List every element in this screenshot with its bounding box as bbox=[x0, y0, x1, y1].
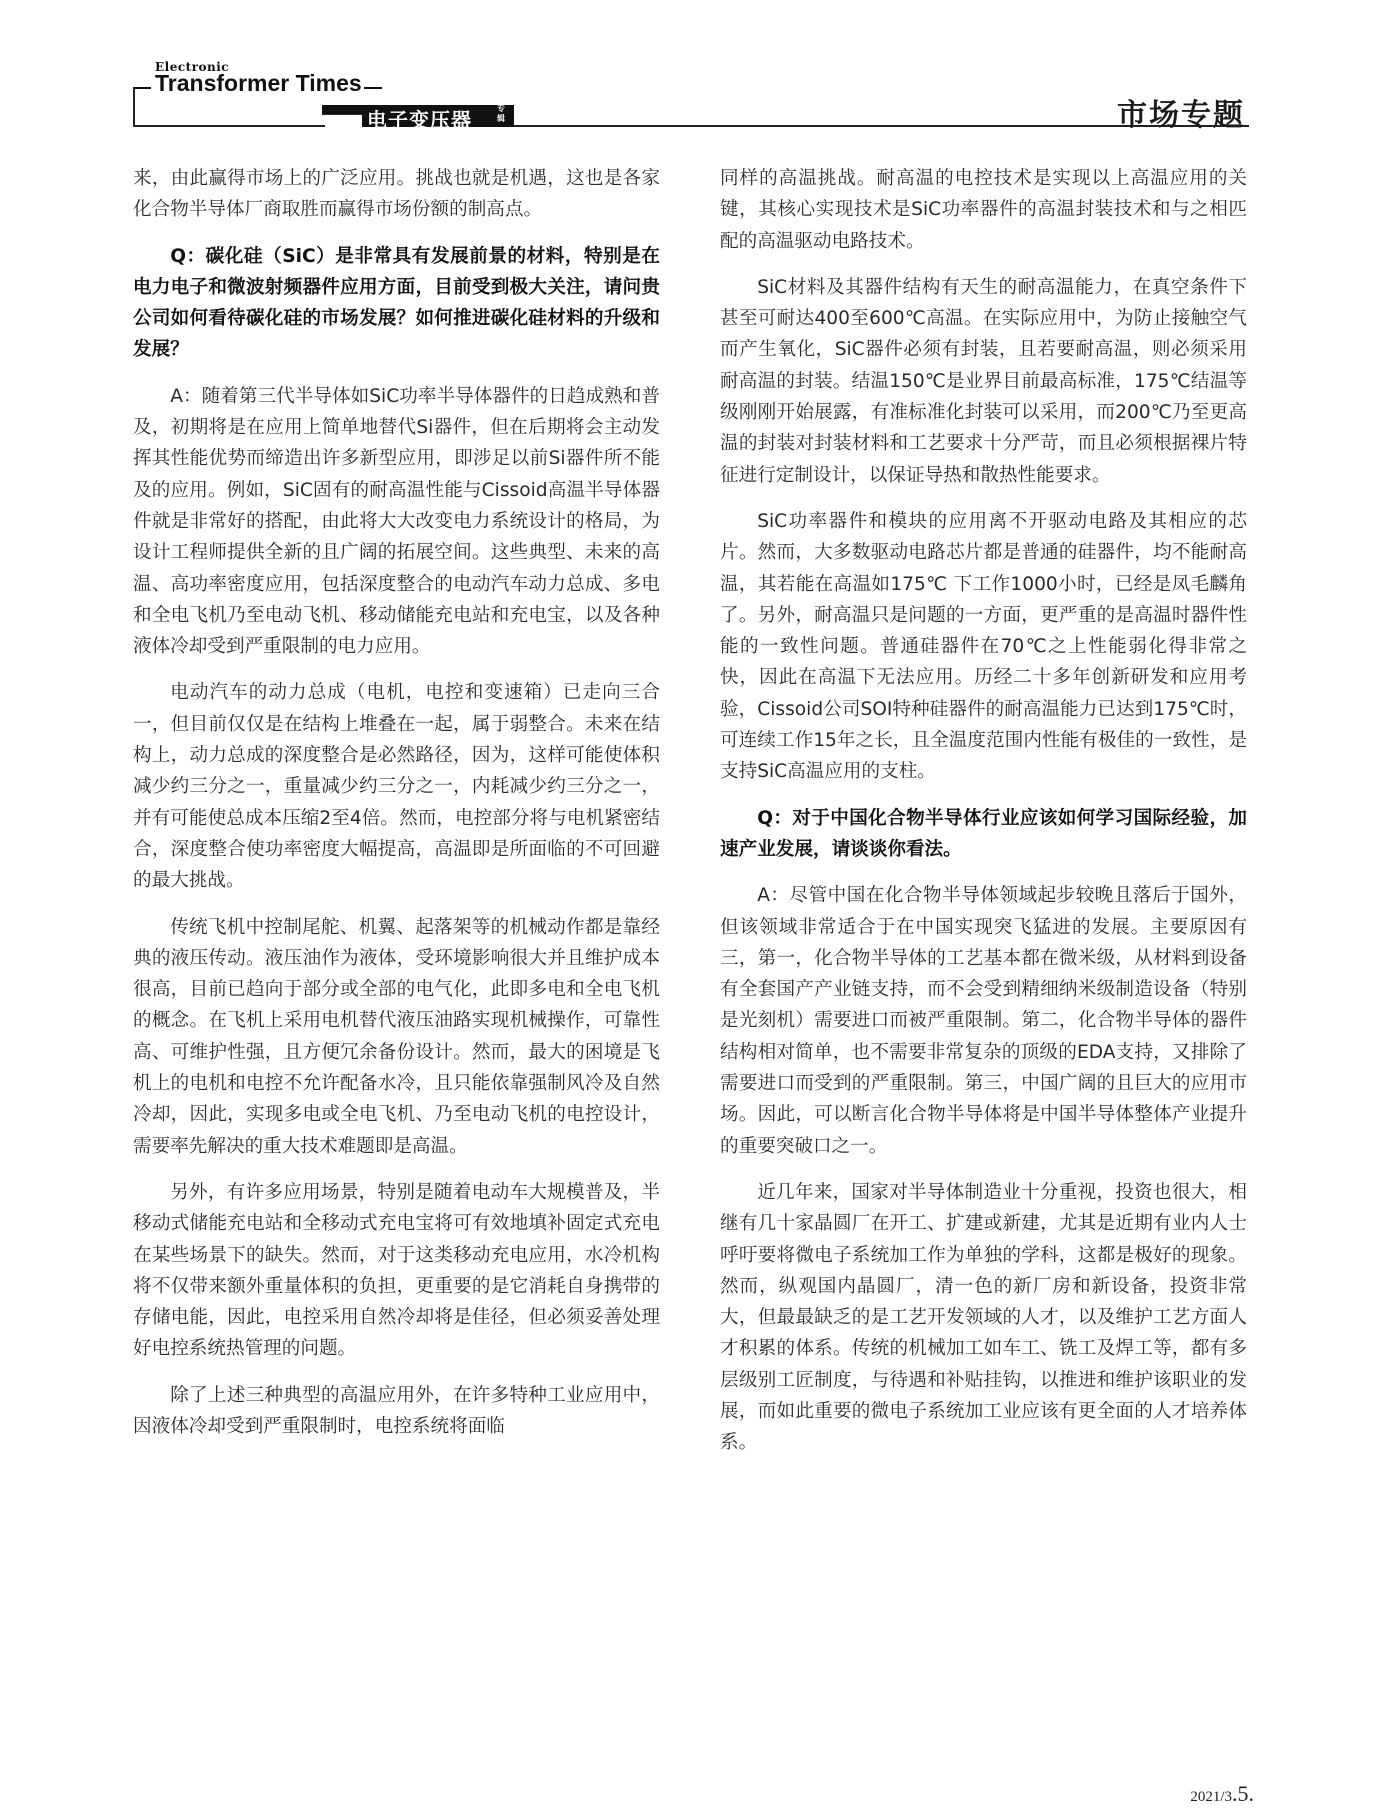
section-title: 市场专题 bbox=[1117, 98, 1245, 133]
paragraph: SiC材料及其器件结构有天生的耐高温能力，在真空条件下甚至可耐达400至600℃高温。在实际应用中，为防止接触空气而产生氧化，SiC器件必须有封装，且若要耐高温，则必须采用耐高温的封装。结温150℃是业界目前最高标准，175℃结温等级刚刚开始展露，有准标准化封装可以采用，而200℃乃至更高温的封装对封装材料和工艺要求十分严苛，而且必须根据裸片特征进行定制设计，以保证导热和散热性能要求。 bbox=[720, 276, 1247, 486]
magazine-cn-title: 电子变压器 bbox=[367, 108, 472, 132]
logo-subtitle: Electronic bbox=[155, 60, 230, 74]
header-rule-left bbox=[133, 125, 325, 127]
page-header bbox=[0, 0, 1380, 140]
paragraph: 近几年来，国家对半导体制造业十分重视，投资也很大，相继有几十家晶圆厂在开工、扩建或新建，尤其是近期有业内人士呼吁要将微电子系统加工作为单独的学科，这都是极好的现象。然而，纵观国内晶圆厂，清一色的新厂房和新设备，投资非常大，但最最缺乏的是工艺开发领域的人才，以及维护工艺方面人才积累的体系。传统的机械加工如车工、铣工及焊工等，都有多层级别工匠制度，与待遇和补贴挂钩，以推进和维护该职业的发展，而如此重要的微电子系统加工业应该有更全面的人才培养体系。 bbox=[720, 1181, 1247, 1454]
paragraph: A：尽管中国在化合物半导体领域起步较晚且落后于国外，但该领域非常适合于在中国实现突飞猛进的发展。主要原因有三，第一，化合物半导体的工艺基本都在微米级，从材料到设备有全套国产产业链支持，而不会受到精细纳米级制造设备（特别是光刻机）需要进口而被严重限制。第二，化合物半导体的器件结构相对简单，也不需要非常复杂的顶级的EDA支持，又排除了需要进口而受到的严重限制。第三，中国广阔的且巨大的应用市场。因此，可以断言化合物半导体将是中国半导体整体产业提升的重要突破口之一。 bbox=[720, 885, 1247, 1157]
paragraph: 传统飞机中控制尾舵、机翼、起落架等的机械动作都是靠经典的液压传动。液压油作为液体，受环境影响很大并且维护成本很高，目前已趋向于部分或全部的电气化，此即多电和全电飞机的概念。在飞机上采用电机替代液压油路实现机械操作，可靠性高、可维护性强，且方便冗余备份设计。然而，最大的困境是飞机上的电机和电控不允许配备水冷，且只能依靠强制风冷及自然冷却，因此，实现多电或全电飞机、乃至电动飞机的电控设计，需要率先解决的重大技术难题即是高温。 bbox=[133, 916, 660, 1157]
paragraph: 同样的高温挑战。耐高温的电控技术是实现以上高温应用的关键，其核心实现技术是SiC功率器件的高温封装技术和与之相匹配的高温驱动电路技术。 bbox=[720, 168, 1247, 252]
paragraph: 电动汽车的动力总成（电机，电控和变速箱）已走向三合一，但目前仅仅是在结构上堆叠在一起，属于弱整合。未来在结构上，动力总成的深度整合是必然路径，因为，这样可能使体积减少约三分之一，重量减少约三分之一，内耗减少约三分之一，并有可能使总成本压缩2至4倍。然而，电控部分将与电机紧密结合，深度整合使功率密度大幅提高，高温即是所面临的不可回避的最大挑战。 bbox=[133, 682, 660, 892]
logo-title: Transformer Times bbox=[155, 70, 362, 96]
issue-number: 2021/3 bbox=[1190, 1789, 1232, 1805]
page-footer bbox=[1190, 1781, 1254, 1807]
magazine-cn-subtitle: 专辑 bbox=[497, 104, 505, 123]
left-column bbox=[133, 163, 660, 1457]
page-number: .5. bbox=[1232, 1781, 1254, 1806]
paragraph: 另外，有许多应用场景，特别是随着电动车大规模普及，半移动式储能充电站和全移动式充电宝将可有效地填补固定式充电在某些场景下的缺失。然而，对于这类移动充电应用，水冷机构将不仅带来额外重量体积的负担，更重要的是它消耗自身携带的存储电能，因此，电控采用自然冷却将是佳径，但必须妥善处理好电控系统热管理的问题。 bbox=[133, 1181, 660, 1360]
right-column bbox=[720, 163, 1247, 1474]
logo-dash-right bbox=[364, 87, 382, 89]
question-heading: Q：对于中国化合物半导体行业应该如何学习国际经验，加速产业发展，请谈谈你看法。 bbox=[720, 807, 1247, 860]
question-heading: Q：碳化硅（SiC）是非常具有发展前景的材料，特别是在电力电子和微波射频器件应用方面，目前受到极大关注，请问贵公司如何看待碳化硅的市场发展？如何推进碳化硅材料的升级和发展？ bbox=[133, 245, 660, 361]
logo-dash-left bbox=[135, 87, 151, 89]
paragraph: 来，由此赢得市场上的广泛应用。挑战也就是机遇，这也是各家化合物半导体厂商取胜而赢得市场份额的制高点。 bbox=[133, 168, 660, 221]
paragraph: A：随着第三代半导体如SiC功率半导体器件的日趋成熟和普及，初期将是在应用上简单地替代Si器件，但在后期将会主动发挥其性能优势而缔造出许多新型应用，即涉足以前Si器件所不能及的应用。例如，SiC固有的耐高温性能与Cissoid高温半导体器件就是非常好的搭配，由此将大大改变电力系统设计的格局，为设计工程师提供全新的且广阔的拓展空间。这些典型、未来的高温、高功率密度应用，包括深度整合的电动汽车动力总成、多电和全电飞机乃至电动飞机、移动储能充电站和充电宝，以及各种液体冷却受到严重限制的电力应用。 bbox=[133, 385, 660, 658]
header-rule-vertical bbox=[133, 87, 135, 127]
paragraph: SiC功率器件和模块的应用离不开驱动电路及其相应的芯片。然而，大多数驱动电路芯片都是普通的硅器件，均不能耐高温，其若能在高温如175℃ 下工作1000小时，已经是凤毛麟角了。另外，耐高温只是问题的一方面，更严重的是高温时器件性能的一致性问题。普通硅器件在70℃之上性能弱化得非常之快，因此在高温下无法应用。历经二十多年创新研发和应用考验，Cissoid公司SOI特种硅器件的耐高温能力已达到175℃时，可连续工作15年之长，且全温度范围内性能有极佳的一致性，是支持SiC高温应用的支柱。 bbox=[720, 510, 1247, 783]
paragraph: 除了上述三种典型的高温应用外，在许多特种工业应用中，因液体冷却受到严重限制时，电控系统将面临 bbox=[133, 1384, 660, 1437]
